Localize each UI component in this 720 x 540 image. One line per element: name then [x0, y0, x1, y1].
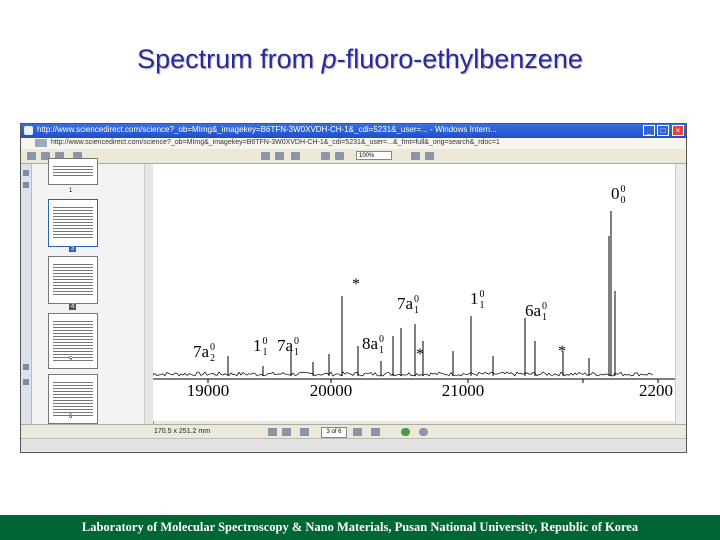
first-page-icon[interactable]	[268, 428, 277, 436]
peak-label-sup: 0	[262, 336, 268, 347]
peak-label-sub: 2	[210, 353, 216, 364]
peak-label: 0	[611, 184, 620, 203]
peak-label-sup: 0	[294, 336, 300, 347]
title-prefix: Spectrum from	[137, 44, 322, 74]
hand-tool-icon[interactable]	[261, 152, 270, 160]
peak-label-sub: 1	[379, 345, 385, 356]
zoom-select[interactable]: 100%	[356, 151, 392, 160]
browser-window	[20, 123, 687, 453]
last-page-icon[interactable]	[353, 428, 362, 436]
viewer-statusbar	[21, 424, 686, 439]
thumb-page-number: 1	[69, 188, 73, 194]
window-title: http://www.sciencedirect.com/science?_ob=MImg&_imagekey=B6TFN-3W0XVDH-CH-1&_cdi=5231&_user=... - Windows Intern...	[37, 125, 497, 134]
zoom-out-icon[interactable]	[321, 152, 330, 160]
peak-label-sub: 1	[294, 347, 300, 358]
peak-label-sup: 0	[379, 334, 385, 345]
impurity-marker: *	[558, 343, 566, 360]
peak-label-sup: 0	[479, 289, 485, 300]
go-back-icon[interactable]	[401, 428, 410, 436]
snapshot-icon[interactable]	[291, 152, 300, 160]
footer-bar	[0, 515, 720, 540]
peak-label: 8a	[362, 334, 379, 353]
viewer-toolbar	[21, 149, 686, 164]
peak-label-sub: 1	[262, 347, 268, 358]
document-viewer	[153, 164, 678, 421]
peak-label-sub: 1	[542, 312, 548, 323]
axis-tick-label: 2200	[639, 381, 673, 400]
vertical-scrollbar[interactable]	[675, 164, 686, 424]
side-tool-strip	[21, 164, 32, 424]
peak-label-sup: 0	[414, 294, 420, 305]
window-titlebar[interactable]	[21, 124, 686, 138]
minimize-button[interactable]: _	[643, 125, 655, 136]
peak-label-sub: 0	[620, 195, 626, 206]
pages-tab-icon[interactable]	[23, 170, 29, 176]
title-italic: p	[321, 44, 337, 74]
peak-label: 7a	[397, 294, 414, 313]
peak-label: 7a	[193, 342, 210, 361]
peak-label: 7a	[277, 336, 294, 355]
page-number-input[interactable]: 3 of 6	[321, 427, 347, 438]
back-forward-icon[interactable]	[35, 139, 47, 147]
peak-label-sup: 0	[542, 301, 548, 312]
thumb-page-number: 6	[69, 414, 73, 420]
thumb-page-number: 3	[71, 246, 75, 252]
horizontal-scrollbar[interactable]	[21, 438, 686, 451]
axis-tick-label: 19000	[186, 381, 230, 400]
impurity-marker: *	[352, 276, 360, 293]
spectrum-figure	[153, 164, 678, 421]
page-thumbnail-current[interactable]	[48, 199, 98, 247]
title-suffix: -fluoro-ethylbenzene	[336, 44, 583, 74]
page-size-readout: 170.5 x 251.2 mm	[154, 428, 211, 435]
browser-icon	[24, 126, 33, 135]
footer-text: Laboratory of Molecular Spectroscopy & Nano Materials, Pusan National University, Republic of Korea	[81, 520, 639, 534]
peak-label: 6a	[525, 301, 542, 320]
axis-tick-label: 20000	[309, 381, 353, 400]
save-icon[interactable]	[27, 152, 36, 160]
page-thumbnail[interactable]	[48, 313, 98, 369]
previous-view-icon[interactable]	[371, 428, 380, 436]
fit-page-icon[interactable]	[411, 152, 420, 160]
thumbnail-scrollbar[interactable]	[144, 164, 153, 424]
thumbnail-pane	[21, 164, 154, 424]
peak-label: 1	[470, 289, 479, 308]
peak-label: 1	[253, 336, 262, 355]
bookmarks-tab-icon[interactable]	[23, 182, 29, 188]
go-forward-icon[interactable]	[419, 428, 428, 436]
page-thumbnail[interactable]	[48, 374, 98, 424]
page-thumbnail[interactable]	[48, 158, 98, 185]
address-url[interactable]: http://www.sciencedirect.com/science?_ob=MImg&_imagekey=B6TFN-3W0XVDH-CH-1&_cdi=5231&_user=...&_fmt=full&_orig=search&_rdoc=1	[51, 139, 500, 146]
peak-label-sub: 1	[479, 300, 485, 311]
zoom-in-icon[interactable]	[335, 152, 344, 160]
close-button[interactable]: ×	[672, 125, 684, 136]
prev-page-icon[interactable]	[282, 428, 291, 436]
slide-title	[0, 44, 720, 75]
thumb-page-number: 4	[71, 304, 75, 310]
maximize-button[interactable]: □	[657, 125, 669, 136]
comments-tab-icon[interactable]	[23, 379, 29, 385]
page-thumbnail[interactable]	[48, 256, 98, 304]
fit-width-icon[interactable]	[425, 152, 434, 160]
peak-label-sub: 1	[414, 305, 420, 316]
axis-tick-label: 21000	[441, 381, 485, 400]
select-tool-icon[interactable]	[275, 152, 284, 160]
impurity-marker: *	[416, 346, 424, 363]
peak-label-sup: 0	[620, 184, 626, 195]
attachments-tab-icon[interactable]	[23, 364, 29, 370]
next-page-icon[interactable]	[300, 428, 309, 436]
thumb-page-number: 5	[69, 357, 73, 363]
peak-label-sup: 0	[210, 342, 216, 353]
